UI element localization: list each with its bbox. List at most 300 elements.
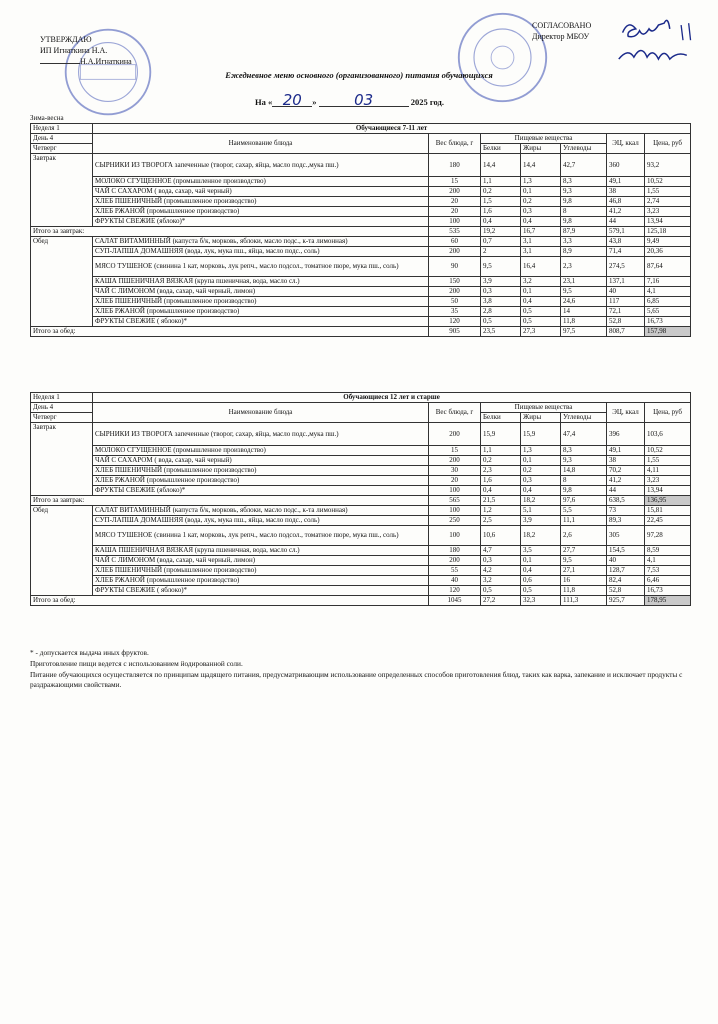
dish-carb: 11,8: [561, 317, 607, 327]
dish-carb: 16: [561, 576, 607, 586]
handwritten-signature-icon: [615, 12, 700, 74]
menu-date: [255, 91, 444, 109]
dish-kcal: 52,8: [607, 586, 645, 596]
menu-table-2: [30, 392, 691, 606]
total-label: Итого за завтрак:: [31, 496, 429, 506]
dish-weight: 200: [429, 423, 481, 446]
total-label: Итого за завтрак:: [31, 227, 429, 237]
dish-name: ФРУКТЫ СВЕЖИЕ ( яблоко)*: [93, 586, 429, 596]
menu-table-1: [30, 123, 691, 337]
dish-carb: 47,4: [561, 423, 607, 446]
group-title: Обучающиеся 7-11 лет: [93, 124, 691, 134]
dish-carb: 23,1: [561, 277, 607, 287]
col-header-weight: Вес блюда, г: [429, 403, 481, 423]
dish-fat: 0,4: [521, 566, 561, 576]
table-row: [31, 526, 691, 546]
dish-name: СУП-ЛАПША ДОМАШНЯЯ (вода, лук, мука пш., яйца, масло подс., соль): [93, 247, 429, 257]
dish-protein: 0,3: [481, 556, 521, 566]
dish-weight: 15: [429, 446, 481, 456]
dish-name: ФРУКТЫ СВЕЖИЕ (яблоко)*: [93, 486, 429, 496]
dish-fat: 18,2: [521, 526, 561, 546]
dish-carb: 9,8: [561, 217, 607, 227]
dish-kcal: 49,1: [607, 446, 645, 456]
table-row: [31, 207, 691, 217]
dish-name: ХЛЕБ ПШЕНИЧНЫЙ (промышленное производство): [93, 297, 429, 307]
table-row: [31, 456, 691, 466]
col-header-nutrients: Пищевые вещества: [481, 134, 607, 144]
dish-fat: 0,4: [521, 217, 561, 227]
total-label: Итого за обед:: [31, 327, 429, 337]
table-row: [31, 476, 691, 486]
dish-price: 10,52: [645, 446, 691, 456]
total-carb: 97,6: [561, 496, 607, 506]
table-row: [31, 546, 691, 556]
dish-weight: 180: [429, 154, 481, 177]
dish-name: САЛАТ ВИТАМИННЫЙ (капуста б/к, морковь, яблоки, масло подс., к-та лимонная): [93, 237, 429, 247]
dish-kcal: 46,8: [607, 197, 645, 207]
approved-by: ИП Игнаткина Н.А.: [40, 46, 108, 55]
col-header-weight: Вес блюда, г: [429, 134, 481, 154]
col-header-fat: Жиры: [521, 413, 561, 423]
dish-protein: 4,2: [481, 566, 521, 576]
dish-price: 6,85: [645, 297, 691, 307]
dish-price: 4,1: [645, 556, 691, 566]
dish-carb: 42,7: [561, 154, 607, 177]
dish-fat: 15,9: [521, 423, 561, 446]
dish-weight: 40: [429, 576, 481, 586]
dish-kcal: 44: [607, 486, 645, 496]
dish-protein: 0,7: [481, 237, 521, 247]
dish-protein: 14,4: [481, 154, 521, 177]
dish-kcal: 38: [607, 187, 645, 197]
table-row: [31, 566, 691, 576]
dish-kcal: 44: [607, 217, 645, 227]
table-row: [31, 287, 691, 297]
dish-price: 7,53: [645, 566, 691, 576]
dish-protein: 4,7: [481, 546, 521, 556]
dish-price: 7,16: [645, 277, 691, 287]
dish-carb: 8: [561, 207, 607, 217]
dish-kcal: 137,1: [607, 277, 645, 287]
dish-weight: 180: [429, 546, 481, 556]
total-price: 178,95: [645, 596, 691, 606]
dish-price: 4,1: [645, 287, 691, 297]
dish-price: 4,11: [645, 466, 691, 476]
total-kcal: 925,7: [607, 596, 645, 606]
total-fat: 32,3: [521, 596, 561, 606]
total-protein: 21,5: [481, 496, 521, 506]
day-label: День 4: [31, 134, 93, 144]
dish-name: САЛАТ ВИТАМИННЫЙ (капуста б/к, морковь, яблоки, масло подс., к-та лимонная): [93, 506, 429, 516]
total-weight: 565: [429, 496, 481, 506]
dish-fat: 16,4: [521, 257, 561, 277]
dish-carb: 9,3: [561, 187, 607, 197]
dish-carb: 11,8: [561, 586, 607, 596]
dish-carb: 9,8: [561, 486, 607, 496]
dish-protein: 1,2: [481, 506, 521, 516]
dish-weight: 100: [429, 486, 481, 496]
approved-name: Н.А.Игнаткина: [80, 57, 132, 66]
table-row: [31, 466, 691, 476]
table-row: [31, 124, 691, 134]
total-kcal: 808,7: [607, 327, 645, 337]
total-carb: 97,5: [561, 327, 607, 337]
dish-kcal: 52,8: [607, 317, 645, 327]
dish-fat: 1,3: [521, 177, 561, 187]
dish-name: ЧАЙ С ЛИМОНОМ (вода, сахар, чай черный, лимон): [93, 556, 429, 566]
col-header-kcal: ЭЦ, ккал: [607, 134, 645, 154]
dish-name: КАША ПШЕНИЧНАЯ ВЯЗКАЯ (крупа пшеничная, вода, масло сл.): [93, 277, 429, 287]
total-fat: 16,7: [521, 227, 561, 237]
dish-kcal: 89,3: [607, 516, 645, 526]
dish-weight: 200: [429, 187, 481, 197]
dish-name: ФРУКТЫ СВЕЖИЕ (яблоко)*: [93, 217, 429, 227]
season-label: Зима-весна: [30, 114, 64, 122]
dish-fat: 0,5: [521, 586, 561, 596]
dish-carb: 9,3: [561, 456, 607, 466]
weekday-label: Четверг: [31, 144, 93, 154]
table-row: [31, 277, 691, 287]
total-weight: 1045: [429, 596, 481, 606]
dish-name: КАША ПШЕНИЧНАЯ ВЯЗКАЯ (крупа пшеничная, вода, масло сл.): [93, 546, 429, 556]
table-row: [31, 317, 691, 327]
total-carb: 87,9: [561, 227, 607, 237]
dish-price: 15,81: [645, 506, 691, 516]
dish-fat: 0,5: [521, 317, 561, 327]
dish-protein: 1,1: [481, 177, 521, 187]
total-protein: 23,5: [481, 327, 521, 337]
dish-fat: 0,3: [521, 476, 561, 486]
dish-kcal: 71,4: [607, 247, 645, 257]
dish-name: ЧАЙ С ЛИМОНОМ (вода, сахар, чай черный, лимон): [93, 287, 429, 297]
agreed-by: Директор МБОУ: [532, 32, 590, 41]
total-protein: 27,2: [481, 596, 521, 606]
table-row: [31, 247, 691, 257]
table-row: [31, 187, 691, 197]
dish-name: ХЛЕБ РЖАНОЙ (промышленное производство): [93, 476, 429, 486]
dish-protein: 2,5: [481, 516, 521, 526]
dish-weight: 100: [429, 217, 481, 227]
total-fat: 18,2: [521, 496, 561, 506]
dish-weight: 100: [429, 506, 481, 516]
page-title: Ежедневное меню основного (организованного) питания обучающихся: [225, 70, 493, 80]
dish-carb: 27,7: [561, 546, 607, 556]
dish-protein: 0,4: [481, 486, 521, 496]
dish-weight: 100: [429, 526, 481, 546]
table-row: [31, 154, 691, 177]
dish-fat: 3,1: [521, 237, 561, 247]
dish-protein: 9,5: [481, 257, 521, 277]
weekday-label: Четверг: [31, 413, 93, 423]
meal-name: Завтрак: [31, 423, 93, 496]
dish-kcal: 305: [607, 526, 645, 546]
dish-name: ХЛЕБ ПШЕНИЧНЫЙ (промышленное производство): [93, 197, 429, 207]
dish-weight: 120: [429, 586, 481, 596]
dish-price: 8,59: [645, 546, 691, 556]
dish-weight: 90: [429, 257, 481, 277]
dish-fat: 5,1: [521, 506, 561, 516]
dish-fat: 0,1: [521, 556, 561, 566]
dish-protein: 1,5: [481, 197, 521, 207]
col-header-price: Цена, руб: [645, 403, 691, 423]
date-prefix: На «: [255, 97, 273, 107]
dish-fat: 0,3: [521, 207, 561, 217]
dish-name: СЫРНИКИ ИЗ ТВОРОГА запеченные (творог, сахар, яйца, масло подс.,мука пш.): [93, 154, 429, 177]
dish-price: 87,64: [645, 257, 691, 277]
dish-kcal: 41,2: [607, 476, 645, 486]
dish-weight: 250: [429, 516, 481, 526]
table-row: [31, 197, 691, 207]
dish-carb: 14: [561, 307, 607, 317]
dish-kcal: 73: [607, 506, 645, 516]
dish-weight: 200: [429, 456, 481, 466]
dish-carb: 8: [561, 476, 607, 486]
dish-name: ФРУКТЫ СВЕЖИЕ ( яблоко)*: [93, 317, 429, 327]
dish-price: 13,94: [645, 217, 691, 227]
dish-weight: 200: [429, 556, 481, 566]
dish-kcal: 396: [607, 423, 645, 446]
col-header-nutrients: Пищевые вещества: [481, 403, 607, 413]
week-label: Неделя 1: [31, 124, 93, 134]
approval-block: [40, 34, 132, 67]
table-row: [31, 134, 691, 144]
dish-protein: 3,9: [481, 277, 521, 287]
dish-price: 13,94: [645, 486, 691, 496]
dish-carb: 8,3: [561, 446, 607, 456]
total-price: 157,98: [645, 327, 691, 337]
dish-price: 3,23: [645, 476, 691, 486]
dish-kcal: 43,8: [607, 237, 645, 247]
dish-carb: 2,6: [561, 526, 607, 546]
note-3: Питание обучающихся осуществляется по принципам щадящего питания, предусматривающим использование определенных способов приготовления блюд, таких как варка, запекание и исключает продукты с раздражающими свойствами.: [30, 670, 683, 689]
dish-name: МЯСО ТУШЕНОЕ (свинина 1 кат, морковь, лук репч., масло подсол., томатное пюре, мука пш., соль): [93, 257, 429, 277]
date-mid: »: [312, 97, 317, 107]
dish-weight: 15: [429, 177, 481, 187]
dish-name: МОЛОКО СГУЩЕННОЕ (промышленное производство): [93, 177, 429, 187]
dish-protein: 0,2: [481, 187, 521, 197]
dish-kcal: 154,5: [607, 546, 645, 556]
table-row: [31, 586, 691, 596]
table-row: [31, 556, 691, 566]
dish-carb: 27,1: [561, 566, 607, 576]
dish-price: 93,2: [645, 154, 691, 177]
agreed-label: СОГЛАСОВАНО: [532, 21, 592, 30]
dish-name: ЧАЙ С САХАРОМ ( вода, сахар, чай черный): [93, 187, 429, 197]
dish-carb: 9,5: [561, 556, 607, 566]
total-price: 125,18: [645, 227, 691, 237]
table-row: [31, 516, 691, 526]
dish-name: ХЛЕБ РЖАНОЙ (промышленное производство): [93, 207, 429, 217]
dish-kcal: 49,1: [607, 177, 645, 187]
dish-protein: 0,5: [481, 317, 521, 327]
dish-weight: 120: [429, 317, 481, 327]
notes: [30, 648, 710, 691]
dish-carb: 3,3: [561, 237, 607, 247]
dish-kcal: 38: [607, 456, 645, 466]
dish-price: 103,6: [645, 423, 691, 446]
day-label: День 4: [31, 403, 93, 413]
dish-protein: 2,3: [481, 466, 521, 476]
dish-fat: 0,4: [521, 297, 561, 307]
dish-kcal: 82,4: [607, 576, 645, 586]
approved-label: УТВЕРЖДАЮ: [40, 35, 92, 44]
dish-price: 5,65: [645, 307, 691, 317]
dish-price: 97,28: [645, 526, 691, 546]
dish-protein: 10,6: [481, 526, 521, 546]
col-header-fat: Жиры: [521, 144, 561, 154]
dish-protein: 2,8: [481, 307, 521, 317]
dish-weight: 55: [429, 566, 481, 576]
table-row-total: [31, 496, 691, 506]
dish-fat: 0,6: [521, 576, 561, 586]
note-2: Приготовление пищи ведется с использованием йодированной соли.: [30, 659, 243, 668]
dish-kcal: 40: [607, 287, 645, 297]
total-kcal: 638,5: [607, 496, 645, 506]
dish-carb: 8,3: [561, 177, 607, 187]
dish-fat: 3,2: [521, 277, 561, 287]
dish-fat: 0,5: [521, 307, 561, 317]
dish-name: ХЛЕБ ПШЕНИЧНЫЙ (промышленное производство): [93, 466, 429, 476]
dish-carb: 9,8: [561, 197, 607, 207]
dish-weight: 150: [429, 277, 481, 287]
dish-price: 16,73: [645, 586, 691, 596]
dish-kcal: 117: [607, 297, 645, 307]
dish-kcal: 274,5: [607, 257, 645, 277]
col-header-price: Цена, руб: [645, 134, 691, 154]
meal-name: Завтрак: [31, 154, 93, 227]
dish-price: 6,46: [645, 576, 691, 586]
dish-kcal: 72,1: [607, 307, 645, 317]
dish-fat: 1,3: [521, 446, 561, 456]
dish-carb: 8,9: [561, 247, 607, 257]
dish-protein: 0,4: [481, 217, 521, 227]
table-row: [31, 237, 691, 247]
table-row: [31, 403, 691, 413]
table-row-total: [31, 327, 691, 337]
dish-fat: 0,2: [521, 466, 561, 476]
col-header-carb: Углеводы: [561, 144, 607, 154]
dish-carb: 9,5: [561, 287, 607, 297]
dish-protein: 15,9: [481, 423, 521, 446]
dish-name: ХЛЕБ РЖАНОЙ (промышленное производство): [93, 576, 429, 586]
dish-weight: 50: [429, 297, 481, 307]
dish-carb: 11,1: [561, 516, 607, 526]
dish-carb: 24,6: [561, 297, 607, 307]
dish-protein: 3,8: [481, 297, 521, 307]
dish-name: ХЛЕБ ПШЕНИЧНЫЙ (промышленное производство): [93, 566, 429, 576]
total-label: Итого за обед:: [31, 596, 429, 606]
dish-carb: 14,8: [561, 466, 607, 476]
table-row: [31, 486, 691, 496]
dish-price: 9,49: [645, 237, 691, 247]
total-protein: 19,2: [481, 227, 521, 237]
total-weight: 905: [429, 327, 481, 337]
dish-weight: 20: [429, 197, 481, 207]
table-row: [31, 446, 691, 456]
meal-name: Обед: [31, 506, 93, 596]
date-year: 2025 год.: [410, 97, 444, 107]
dish-fat: 0,1: [521, 456, 561, 466]
table-row: [31, 217, 691, 227]
table-row: [31, 506, 691, 516]
meal-name: Обед: [31, 237, 93, 327]
dish-name: МОЛОКО СГУЩЕННОЕ (промышленное производство): [93, 446, 429, 456]
total-weight: 535: [429, 227, 481, 237]
dish-price: 1,55: [645, 187, 691, 197]
dish-weight: 20: [429, 476, 481, 486]
col-header-protein: Белки: [481, 144, 521, 154]
dish-protein: 1,1: [481, 446, 521, 456]
total-price: 136,95: [645, 496, 691, 506]
table-row: [31, 423, 691, 446]
dish-weight: 35: [429, 307, 481, 317]
dish-fat: 3,1: [521, 247, 561, 257]
dish-price: 10,52: [645, 177, 691, 187]
dish-weight: 200: [429, 287, 481, 297]
col-header-kcal: ЭЦ, ккал: [607, 403, 645, 423]
table-row: [31, 177, 691, 187]
table-row: [31, 257, 691, 277]
dish-weight: 30: [429, 466, 481, 476]
col-header-name: Наименование блюда: [93, 134, 429, 154]
date-day: 20: [272, 94, 312, 107]
dish-price: 20,36: [645, 247, 691, 257]
dish-protein: 3,2: [481, 576, 521, 586]
dish-protein: 0,5: [481, 586, 521, 596]
agreement-block: [532, 20, 591, 42]
dish-fat: 14,4: [521, 154, 561, 177]
dish-fat: 3,9: [521, 516, 561, 526]
dish-protein: 1,6: [481, 476, 521, 486]
table-row-total: [31, 596, 691, 606]
dish-weight: 200: [429, 247, 481, 257]
total-fat: 27,3: [521, 327, 561, 337]
dish-carb: 2,3: [561, 257, 607, 277]
dish-protein: 0,2: [481, 456, 521, 466]
dish-price: 1,55: [645, 456, 691, 466]
dish-kcal: 70,2: [607, 466, 645, 476]
dish-price: 22,45: [645, 516, 691, 526]
dish-protein: 0,3: [481, 287, 521, 297]
dish-name: ЧАЙ С САХАРОМ ( вода, сахар, чай черный): [93, 456, 429, 466]
dish-fat: 0,4: [521, 486, 561, 496]
dish-carb: 5,5: [561, 506, 607, 516]
dish-fat: 0,2: [521, 197, 561, 207]
col-header-carb: Углеводы: [561, 413, 607, 423]
dish-name: МЯСО ТУШЕНОЕ (свинина 1 кат, морковь, лук репч., масло подсол., томатное пюре, мука пш., соль): [93, 526, 429, 546]
week-label: Неделя 1: [31, 393, 93, 403]
dish-kcal: 40: [607, 556, 645, 566]
dish-weight: 20: [429, 207, 481, 217]
dish-fat: 3,5: [521, 546, 561, 556]
dish-name: СЫРНИКИ ИЗ ТВОРОГА запеченные (творог, сахар, яйца, масло подс.,мука пш.): [93, 423, 429, 446]
dish-kcal: 128,7: [607, 566, 645, 576]
dish-name: СУП-ЛАПША ДОМАШНЯЯ (вода, лук, мука пш., яйца, масло подс., соль): [93, 516, 429, 526]
dish-price: 2,74: [645, 197, 691, 207]
dish-kcal: 360: [607, 154, 645, 177]
total-carb: 111,3: [561, 596, 607, 606]
table-row-total: [31, 227, 691, 237]
table-row: [31, 297, 691, 307]
dish-weight: 60: [429, 237, 481, 247]
dish-fat: 0,1: [521, 187, 561, 197]
dish-protein: 2: [481, 247, 521, 257]
dish-kcal: 41,2: [607, 207, 645, 217]
dish-name: ХЛЕБ РЖАНОЙ (промышленное производство): [93, 307, 429, 317]
note-1: * - допускается выдача иных фруктов.: [30, 648, 149, 657]
table-row: [31, 393, 691, 403]
group-title: Обучающиеся 12 лет и старше: [93, 393, 691, 403]
